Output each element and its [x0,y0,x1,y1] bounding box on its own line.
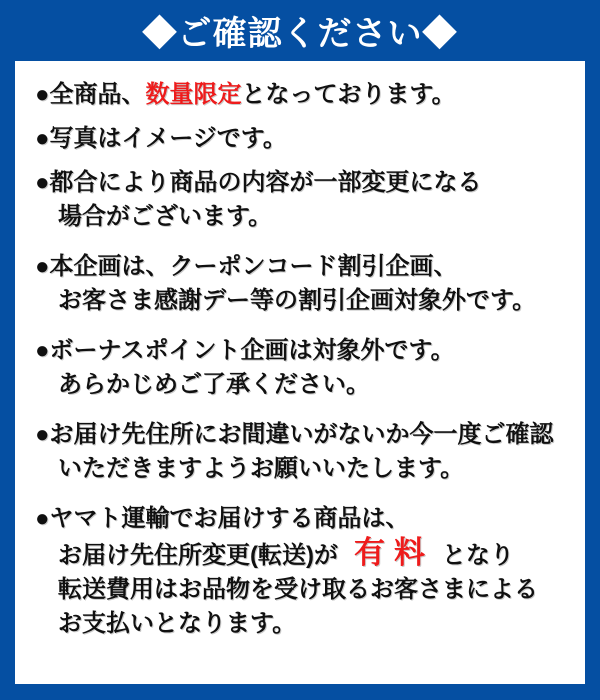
notice-line [35,607,567,641]
notice-text: となっております。 [241,81,456,108]
bullet-icon: ● [35,505,50,532]
notice-text: ヤマト運輸でお届けする商品は、 [49,505,410,532]
notice-line [35,200,567,234]
notice-text: 写真はイメージです。 [49,125,287,152]
notice-line [35,452,567,486]
notice-text: ボーナスポイント企画は対象外です。 [49,337,455,364]
notice-item-yamato-forwarding-fee [35,502,567,641]
notice-text: お支払いとなります。 [58,610,297,637]
header-title: ◆ご確認ください◆ [142,15,458,53]
notice-item-content-change [35,166,567,234]
bullet-icon: ● [35,421,50,448]
notice-line [35,78,567,112]
notice-text: となり [441,542,514,569]
notice-line [35,536,567,573]
notice-text: お届け先住所にお間違いがないか今一度ご確認 [49,421,554,448]
notice-line [35,573,567,607]
paid-fee-highlight: 有料 [353,535,434,570]
notice-line [35,284,567,318]
confirmation-header [0,0,600,61]
notice-text: あらかじめご了承ください。 [58,371,370,398]
notice-item-quantity-limited [35,78,567,112]
notice-item-address-confirmation [35,418,567,486]
notice-text: お客さま感謝デー等の割引企画対象外です。 [58,287,537,314]
notice-item-bonus-point-exclusion [35,334,567,402]
notice-line [35,166,567,200]
notice-line [35,250,567,284]
bullet-icon: ● [35,81,50,108]
notice-text: 本企画は、クーポンコード割引企画、 [49,253,458,280]
quantity-limited-highlight: 数量限定 [145,81,242,108]
notice-item-photo-image [35,122,567,156]
notice-line [35,122,567,156]
notice-text: 転送費用はお品物を受け取るお客さまによる [58,576,538,603]
bullet-icon: ● [35,125,50,152]
notice-text: いただきますようお願いいたします。 [58,455,465,482]
bullet-icon: ● [35,169,50,196]
notice-text: お届け先住所変更(転送)が [58,542,338,569]
notice-text: 全商品、 [49,81,146,108]
notice-text: 都合により商品の内容が一部変更になる [49,169,482,196]
notice-line [35,418,567,452]
notice-item-coupon-exclusion [35,250,567,318]
notice-line [35,502,567,536]
notice-panel [15,61,585,684]
bullet-icon: ● [35,253,50,280]
bullet-icon: ● [35,337,50,364]
notice-line [35,334,567,368]
notice-text: 場合がございます。 [58,203,273,230]
notice-line [35,368,567,402]
